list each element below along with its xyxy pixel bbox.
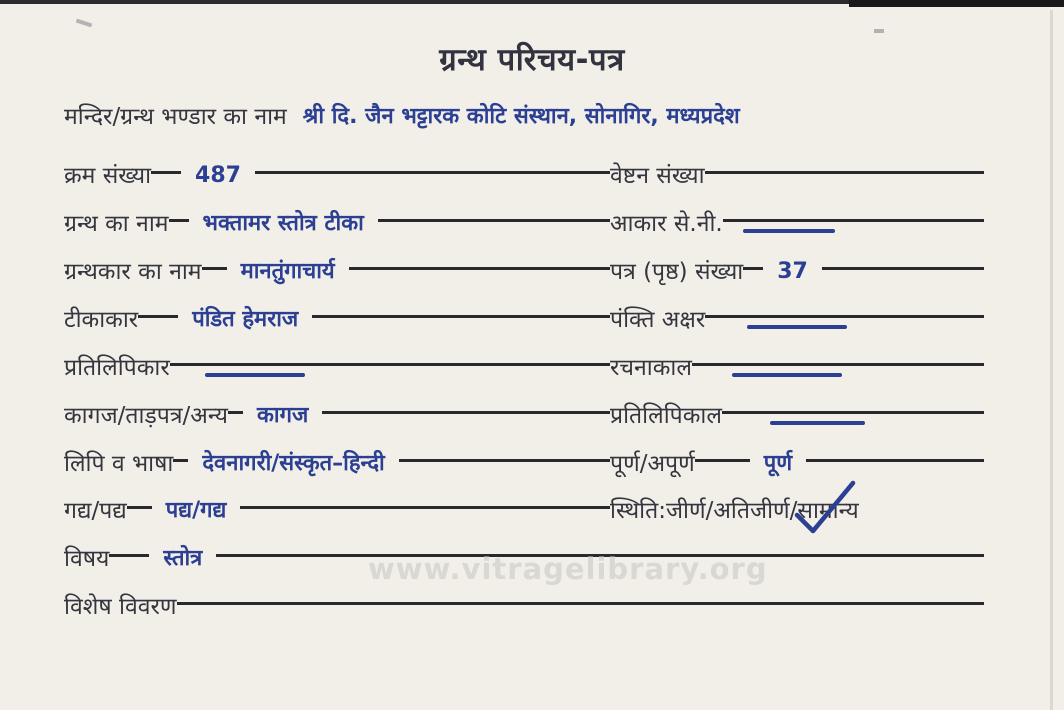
form-row-special-details bbox=[64, 589, 984, 627]
material-value: कागज bbox=[256, 403, 309, 428]
form-row-script-completeness bbox=[64, 446, 984, 484]
watermark: www.vitragelibrary.org bbox=[368, 552, 768, 586]
rule-line bbox=[722, 411, 984, 414]
rule-line bbox=[705, 315, 984, 318]
serial-label: क्रम संख्या bbox=[64, 163, 152, 189]
rule-line bbox=[399, 459, 610, 462]
rule-line bbox=[705, 171, 984, 174]
rule-line bbox=[322, 411, 610, 414]
script-language-value: देवनागरी/संस्कृत–हिन्दी bbox=[202, 451, 385, 476]
ink-dash-mark bbox=[770, 421, 865, 425]
special-details-label: विशेष विवरण bbox=[64, 594, 177, 620]
rule-line bbox=[169, 219, 189, 222]
granth-name-value: भक्तामर स्तोत्र टीका bbox=[202, 211, 364, 236]
form-row-name-size bbox=[64, 206, 984, 244]
rule-line bbox=[743, 267, 763, 270]
rule-line bbox=[127, 506, 152, 509]
rule-line bbox=[138, 315, 178, 318]
prose-verse-label: गद्य/पद्य bbox=[64, 498, 127, 524]
copy-date-label: प्रतिलिपिकाल bbox=[610, 403, 722, 429]
rule-line bbox=[255, 171, 610, 174]
condition-checked-option bbox=[797, 493, 858, 529]
author-label: ग्रन्थकार का नाम bbox=[64, 259, 202, 285]
completeness-value: पूर्ण bbox=[763, 451, 793, 476]
rule-line bbox=[822, 267, 984, 270]
form-row-author-pages bbox=[64, 254, 984, 292]
rule-line bbox=[312, 315, 610, 318]
leaf-count-label: पत्र (पृष्ठ) संख्या bbox=[610, 259, 744, 285]
temple-name-value: श्री दि. जैन भट्टारक कोटि संस्थान, सोनागिर, मध्यप्रदेश bbox=[302, 104, 740, 129]
scan-speck bbox=[874, 29, 884, 33]
ink-dash-mark bbox=[732, 373, 842, 377]
temple-name-label: मन्दिर/ग्रन्थ भण्डार का नाम bbox=[64, 104, 287, 130]
form-row-commentator-lines bbox=[64, 302, 984, 340]
rule-line bbox=[240, 506, 610, 509]
size-label: आकार से.नी. bbox=[610, 211, 723, 237]
form-row-serial-bundle bbox=[64, 158, 984, 196]
subject-value: स्तोत्र bbox=[163, 546, 203, 571]
page-title: ग्रन्थ परिचय-पत्र bbox=[439, 42, 625, 78]
rule-line bbox=[170, 363, 610, 366]
serial-value: 487 bbox=[195, 163, 241, 188]
rule-line bbox=[151, 171, 181, 174]
prose-verse-value: पद्य/गद्य bbox=[165, 498, 227, 523]
scan-edge-artifact bbox=[849, 0, 1064, 7]
condition-label: स्थिति:जीर्ण/अतिजीर्ण/ bbox=[610, 498, 798, 524]
rule-line bbox=[228, 411, 243, 414]
script-language-label: लिपि व भाषा bbox=[64, 451, 174, 477]
rule-line bbox=[109, 554, 149, 557]
rule-line bbox=[378, 219, 610, 222]
rule-line bbox=[806, 459, 984, 462]
material-label: कागज/ताड़पत्र/अन्य bbox=[64, 403, 228, 429]
condition-checked-word: सामान्य bbox=[797, 498, 859, 524]
rule-line bbox=[177, 602, 984, 605]
completeness-label: पूर्ण/अपूर्ण bbox=[610, 451, 695, 477]
subject-label: विषय bbox=[64, 546, 110, 572]
granth-name-label: ग्रन्थ का नाम bbox=[64, 211, 169, 237]
rule-line bbox=[173, 459, 188, 462]
ink-dash-mark bbox=[205, 373, 305, 377]
author-value: मानतुंगाचार्य bbox=[240, 259, 335, 284]
rule-line bbox=[692, 363, 984, 366]
ink-dash-mark bbox=[747, 325, 847, 329]
composition-date-label: रचनाकाल bbox=[610, 355, 692, 381]
rule-line bbox=[349, 267, 610, 270]
leaf-count-value: 37 bbox=[777, 259, 808, 284]
rule-line bbox=[723, 219, 984, 222]
form-row-prose-condition bbox=[64, 493, 984, 531]
lines-letters-label: पंक्ति अक्षर bbox=[610, 307, 706, 333]
form-row-material-copydate bbox=[64, 398, 984, 436]
form-row-copyist-composition bbox=[64, 350, 984, 388]
rule-line bbox=[202, 267, 227, 270]
temple-name-row bbox=[64, 99, 1050, 135]
ink-dash-mark bbox=[743, 229, 835, 233]
copyist-label: प्रतिलिपिकार bbox=[64, 355, 170, 381]
rule-line bbox=[695, 459, 750, 462]
scan-speck bbox=[76, 19, 92, 28]
scan-edge-artifact bbox=[1050, 10, 1053, 710]
bundle-label: वेष्टन संख्या bbox=[610, 163, 705, 189]
commentator-value: पंडित हेमराज bbox=[192, 307, 299, 332]
commentator-label: टीकाकार bbox=[64, 307, 139, 333]
